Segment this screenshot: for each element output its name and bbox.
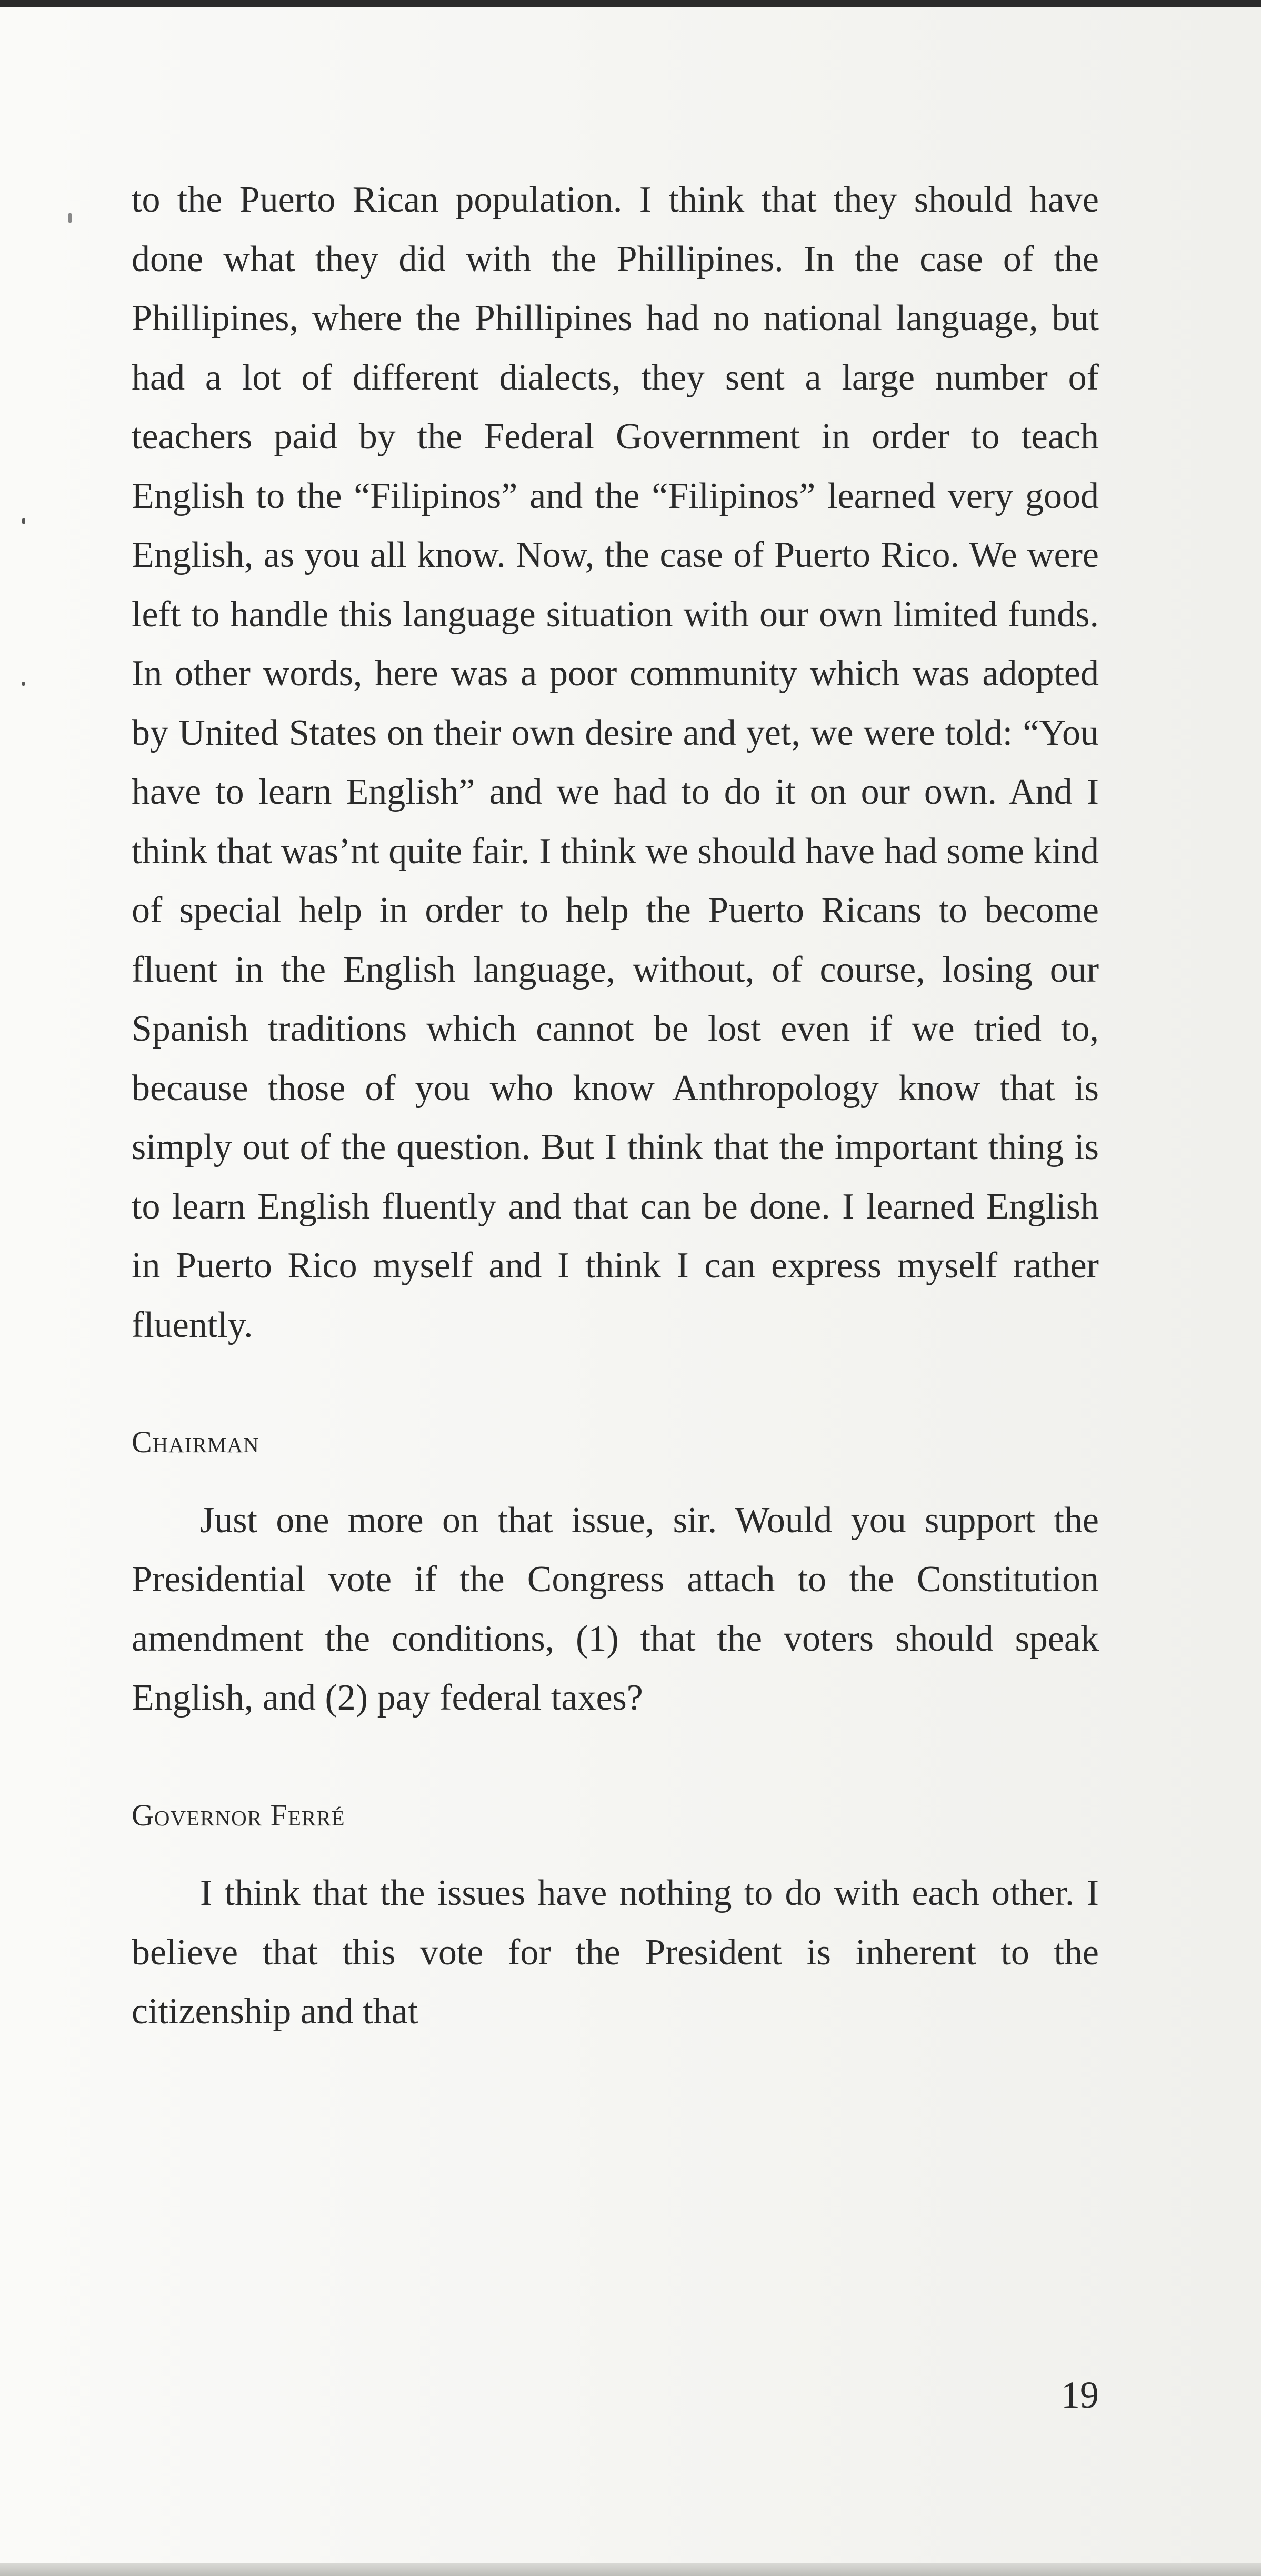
speaker-chairman: Chairman [132, 1425, 259, 1459]
paragraph-chairman-question: Just one more on that issue, sir. Would you support the Presidential vote if the Congress attach to the Constitution amendment the conditions, (1) that the voters should speak English, and (2) pay federal taxes? [132, 1500, 1099, 1718]
paragraph-governor-continued: to the Puerto Rican population. I think that they should have done what they did with the Phillipines. In the case of the Phillipines, where the Phillipines had no national language, but had a lot of different dialects, they sent a large number of teachers paid by the Federal Government in order to teach English to the “Filipinos” and the “Filipinos” learned very good English, as you all know. Now, the case of Puerto Rico. We were left to handle this language situation with our own limited funds. In other words, here was a poor community which was adopted by United States on their own desire and yet, we were told: “You have to learn English” and we had to do it on our own. And I think that was’nt quite fair. I think we should have had some kind of special help in order to help the Puerto Ricans to become fluent in the English language, without, of course, losing our Spanish traditions which cannot be lost even if we tried to, because those of you who know Anthropology know that is simply out of the question. But I think that the important thing is to learn English fluently and that can be done. I learned English in Puerto Rico myself and I think I can express myself rather fluently. [132, 179, 1099, 1345]
paragraph-governor-answer: I think that the issues have nothing to do with each other. I believe that this vote for the President is inherent to the citizenship and that [132, 1873, 1099, 2032]
spacer [132, 1355, 1099, 1413]
speaker-governor-ferre: Governor Ferré [132, 1798, 345, 1832]
document-body [132, 171, 1099, 2042]
scan-top-edge [0, 0, 1261, 7]
spacer [132, 1845, 1099, 1864]
scan-speck [68, 213, 72, 223]
scan-speck [22, 518, 25, 524]
spacer [132, 1472, 1099, 1491]
page-number: 19 [1061, 2374, 1099, 2416]
scan-speck [22, 682, 25, 686]
spacer [132, 1728, 1099, 1786]
scan-bottom-edge [0, 2563, 1261, 2576]
